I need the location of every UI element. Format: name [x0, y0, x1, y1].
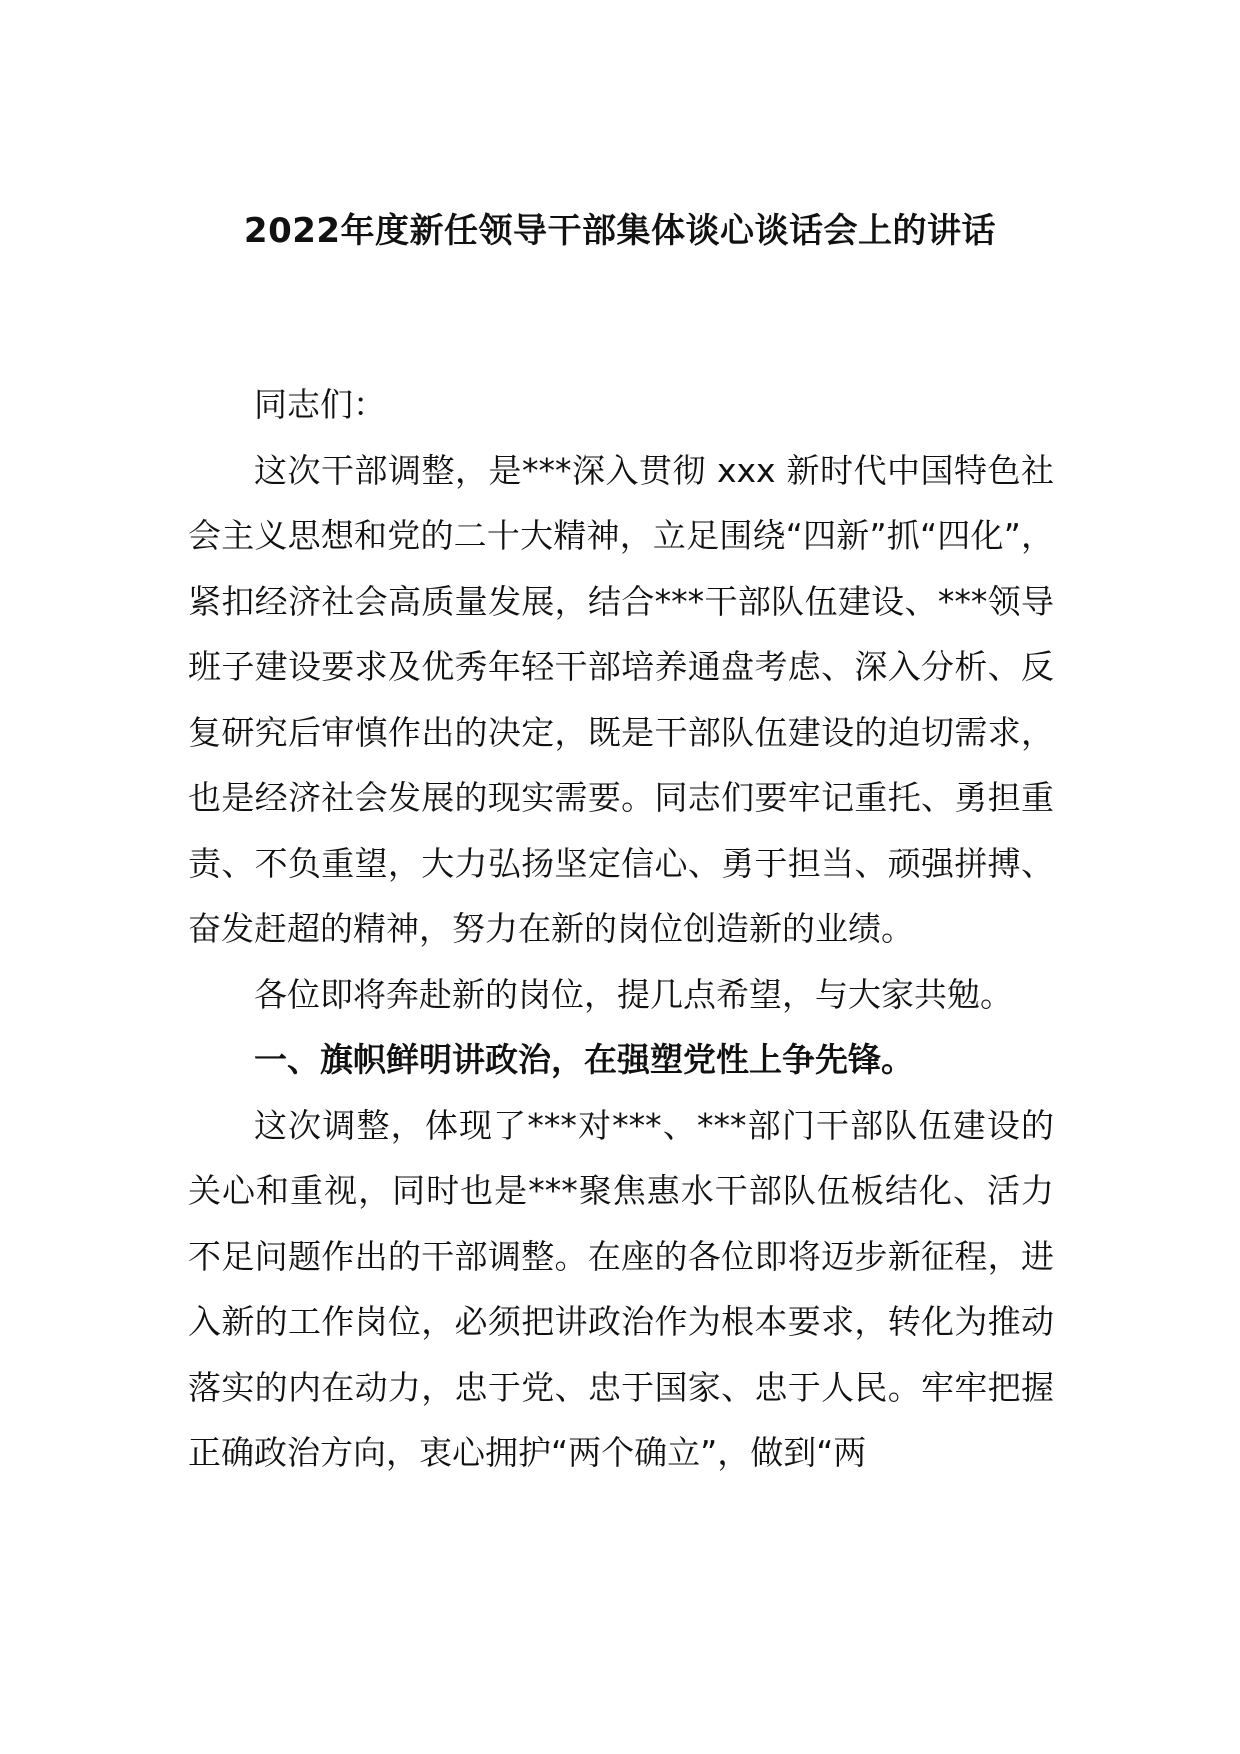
body-paragraph: 各位即将奔赴新的岗位，提几点希望，与大家共勉。 — [254, 974, 1013, 1014]
section-heading: 一、旗帜鲜明讲政治，在强塑党性上争先锋。 — [254, 1040, 914, 1079]
document-body — [188, 372, 1054, 1486]
salutation-paragraph: 同志们： — [254, 385, 386, 424]
document-title: 2022年度新任领导干部集体谈心谈话会上的讲话 — [243, 211, 997, 251]
body-paragraph: 这次干部调整，是***深入贯彻 xxx 新时代中国特色社会主义思想和党的二十大精神，立足围绕“四新”抓“四化”，紧扣经济社会高质量发展，结合***干部队伍建设、***领导班子建设要求及优秀年轻干部培养通盘考虑、深入分析、反复研究后审慎作出的决定，既是干部队伍建设的迫切需求，也是经济社会发展的现实需要。同志们要牢记重托、勇担重责、不负重望，大力弘扬坚定信心、勇于担当、顽强拼搏、奋发赶超的精神，努力在新的岗位创造新的业绩。 — [188, 450, 1054, 948]
body-paragraph: 这次调整，体现了***对***、***部门干部队伍建设的关心和重视，同时也是***聚焦惠水干部队伍板结化、活力不足问题作出的干部调整。在座的各位即将迈步新征程，进入新的工作岗位，必须把讲政治作为根本要求，转化为推动落实的内在动力，忠于党、忠于国家、忠于人民。牢牢把握正确政治方向，衷心拥护“两个确立”，做到“两 — [188, 1105, 1054, 1472]
